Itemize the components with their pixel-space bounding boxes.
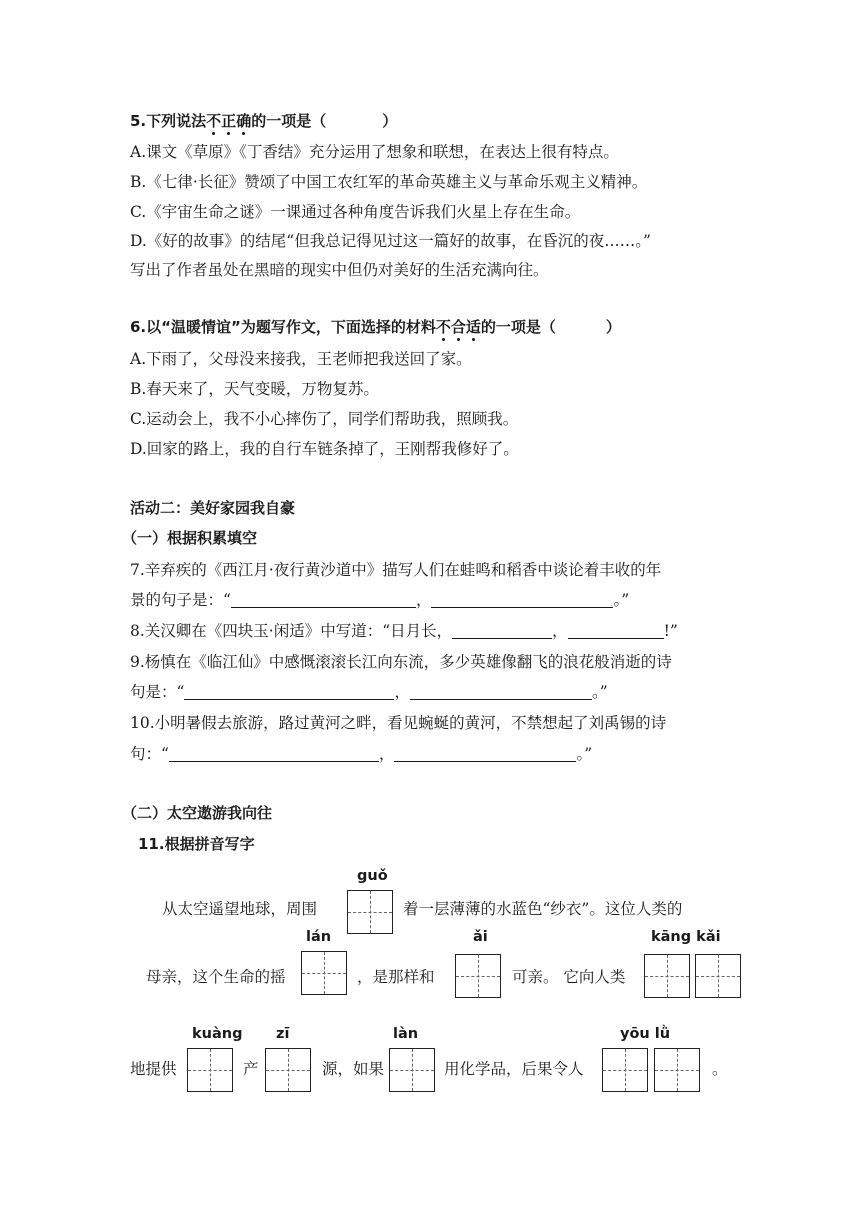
q7-blank-1[interactable] — [231, 592, 416, 608]
q8-blank-2[interactable] — [568, 623, 664, 639]
q10-prefix: 句：“ — [130, 745, 169, 763]
pinyin-kangkai: kāng kǎi — [651, 929, 721, 945]
pinyin-youlv: yōu lǜ — [620, 1026, 671, 1042]
char-box-lan[interactable] — [301, 951, 347, 995]
q8-prefix: 8.关汉卿在《四块玉·闲适》中写道：“日月长， — [130, 622, 453, 640]
q5-emphasis-char: 不 — [206, 112, 222, 130]
q7-suffix: 。” — [613, 591, 630, 609]
q6-number: 6. — [130, 318, 147, 336]
char-box-you[interactable] — [602, 1048, 648, 1092]
q9-suffix: 。” — [591, 683, 608, 701]
q5-number: 5. — [130, 112, 147, 130]
q8-comma: ， — [552, 622, 568, 640]
q5-emphasis-char: 确 — [236, 112, 252, 130]
q6-stem-text: 以“温暖情谊”为题写作文，下面选择的材料 — [146, 318, 436, 336]
section1-title: （一）根据积累填空 — [122, 529, 258, 547]
q11-text-r3c: 源，如果 — [322, 1060, 385, 1078]
q10-blank-1[interactable] — [169, 746, 379, 762]
q6-option-b: B.春天来了，天气变暖，万物复苏。 — [130, 380, 379, 398]
q7-blank-2[interactable] — [431, 592, 613, 608]
q5-option-c: C.《宇宙生命之谜》一课通过各种角度告诉我们火星上存在生命。 — [130, 203, 581, 221]
char-box-kang[interactable] — [644, 954, 690, 998]
q7-line1: 7.辛弃疾的《西江月·夜行黄沙道中》描写人们在蛙鸣和稻香中谈论着丰收的年 — [130, 561, 662, 579]
q10-blank-2[interactable] — [394, 746, 576, 762]
q11-title: 11.根据拼音写字 — [138, 835, 255, 853]
q6-stem — [130, 316, 621, 337]
q5-option-d: D.《好的故事》的结尾“但我总记得见过这一篇好的故事，在昏沉的夜……。” — [130, 232, 651, 250]
q6-option-c: C.运动会上，我不小心摔伤了，同学们帮助我，照顾我。 — [130, 410, 519, 428]
char-box-lv[interactable] — [654, 1048, 700, 1092]
activity2-title: 活动二：美好家园我自豪 — [130, 499, 296, 517]
q8-blank-1[interactable] — [452, 623, 552, 639]
q9-line2 — [130, 680, 608, 702]
q8-line — [130, 619, 678, 641]
char-box-lan2[interactable] — [389, 1048, 435, 1092]
q11-text-r3a: 地提供 — [130, 1060, 177, 1078]
q11-text-r3b: 产 — [243, 1060, 259, 1078]
pinyin-lan2: làn — [393, 1026, 419, 1042]
q10-suffix: 。” — [576, 745, 593, 763]
q5-stem-tail: 的一项是（ — [251, 112, 327, 130]
q5-emphasis-char: 正 — [221, 112, 237, 130]
q5-option-b: B.《七律·长征》赞颂了中国工农红军的革命英雄主义与革命乐观主义精神。 — [130, 173, 648, 191]
q6-emphasis-char: 合 — [450, 318, 466, 336]
q6-close-paren: ） — [605, 318, 621, 336]
q9-prefix: 句是：“ — [130, 683, 185, 701]
q6-emphasis-char: 适 — [465, 318, 481, 336]
q5-option-a: A.课文《草原》《丁香结》充分运用了想象和联想，在表达上很有特点。 — [130, 143, 619, 161]
q5-option-d-cont: 写出了作者虽处在黑暗的现实中但仍对美好的生活充满向往。 — [130, 261, 549, 279]
q11-text-r3d: 用化学品，后果令人 — [444, 1060, 584, 1078]
char-box-kuang[interactable] — [187, 1048, 233, 1092]
q11-text-r1b: 着一层薄薄的水蓝色“纱衣”。这位人类的 — [403, 900, 683, 918]
q11-text-r1a: 从太空遥望地球，周围 — [162, 900, 318, 918]
q9-blank-1[interactable] — [184, 684, 394, 700]
q5-stem-text: 下列说法 — [146, 112, 207, 130]
q11-text-r2c: 可亲。 它向人类 — [512, 968, 626, 986]
q5-stem — [130, 110, 397, 131]
char-box-guo[interactable] — [347, 890, 393, 934]
q7-line2 — [130, 588, 629, 610]
section2-title: （二）太空遨游我向往 — [122, 804, 273, 822]
pinyin-guo: guǒ — [357, 868, 388, 884]
q10-line2 — [130, 742, 592, 764]
char-box-ai[interactable] — [455, 954, 501, 998]
char-box-kai[interactable] — [695, 954, 741, 998]
q8-suffix: !” — [663, 622, 678, 640]
q10-comma: ， — [378, 745, 395, 763]
q11-text-r2b: ，是那样和 — [357, 968, 435, 986]
q6-stem-tail: 的一项是（ — [480, 318, 556, 336]
q6-emphasis-char: 不 — [435, 318, 451, 336]
q11-text-r3e: 。 — [712, 1060, 728, 1078]
q5-close-paren: ） — [382, 112, 398, 130]
pinyin-lan: lán — [306, 929, 332, 945]
q9-blank-2[interactable] — [410, 684, 592, 700]
q11-text-r2a: 母亲，这个生命的摇 — [146, 968, 286, 986]
pinyin-ai: ǎi — [473, 929, 488, 945]
q7-prefix: 景的句子是：“ — [130, 591, 231, 609]
pinyin-kuang: kuàng — [192, 1026, 243, 1042]
q10-line1: 10.小明暑假去旅游，路过黄河之畔，看见蜿蜒的黄河，不禁想起了刘禹锡的诗 — [130, 714, 667, 732]
q6-option-d: D.回家的路上，我的自行车链条掉了，王刚帮我修好了。 — [130, 440, 519, 458]
pinyin-zi: zī — [276, 1026, 290, 1042]
q6-option-a: A.下雨了，父母没来接我，王老师把我送回了家。 — [130, 350, 472, 368]
q9-comma: ， — [394, 683, 410, 701]
q9-line1: 9.杨慎在《临江仙》中感慨滚滚长江向东流，多少英雄像翻飞的浪花般消逝的诗 — [130, 653, 672, 671]
char-box-zi[interactable] — [265, 1048, 311, 1092]
q7-comma: ， — [415, 591, 432, 609]
